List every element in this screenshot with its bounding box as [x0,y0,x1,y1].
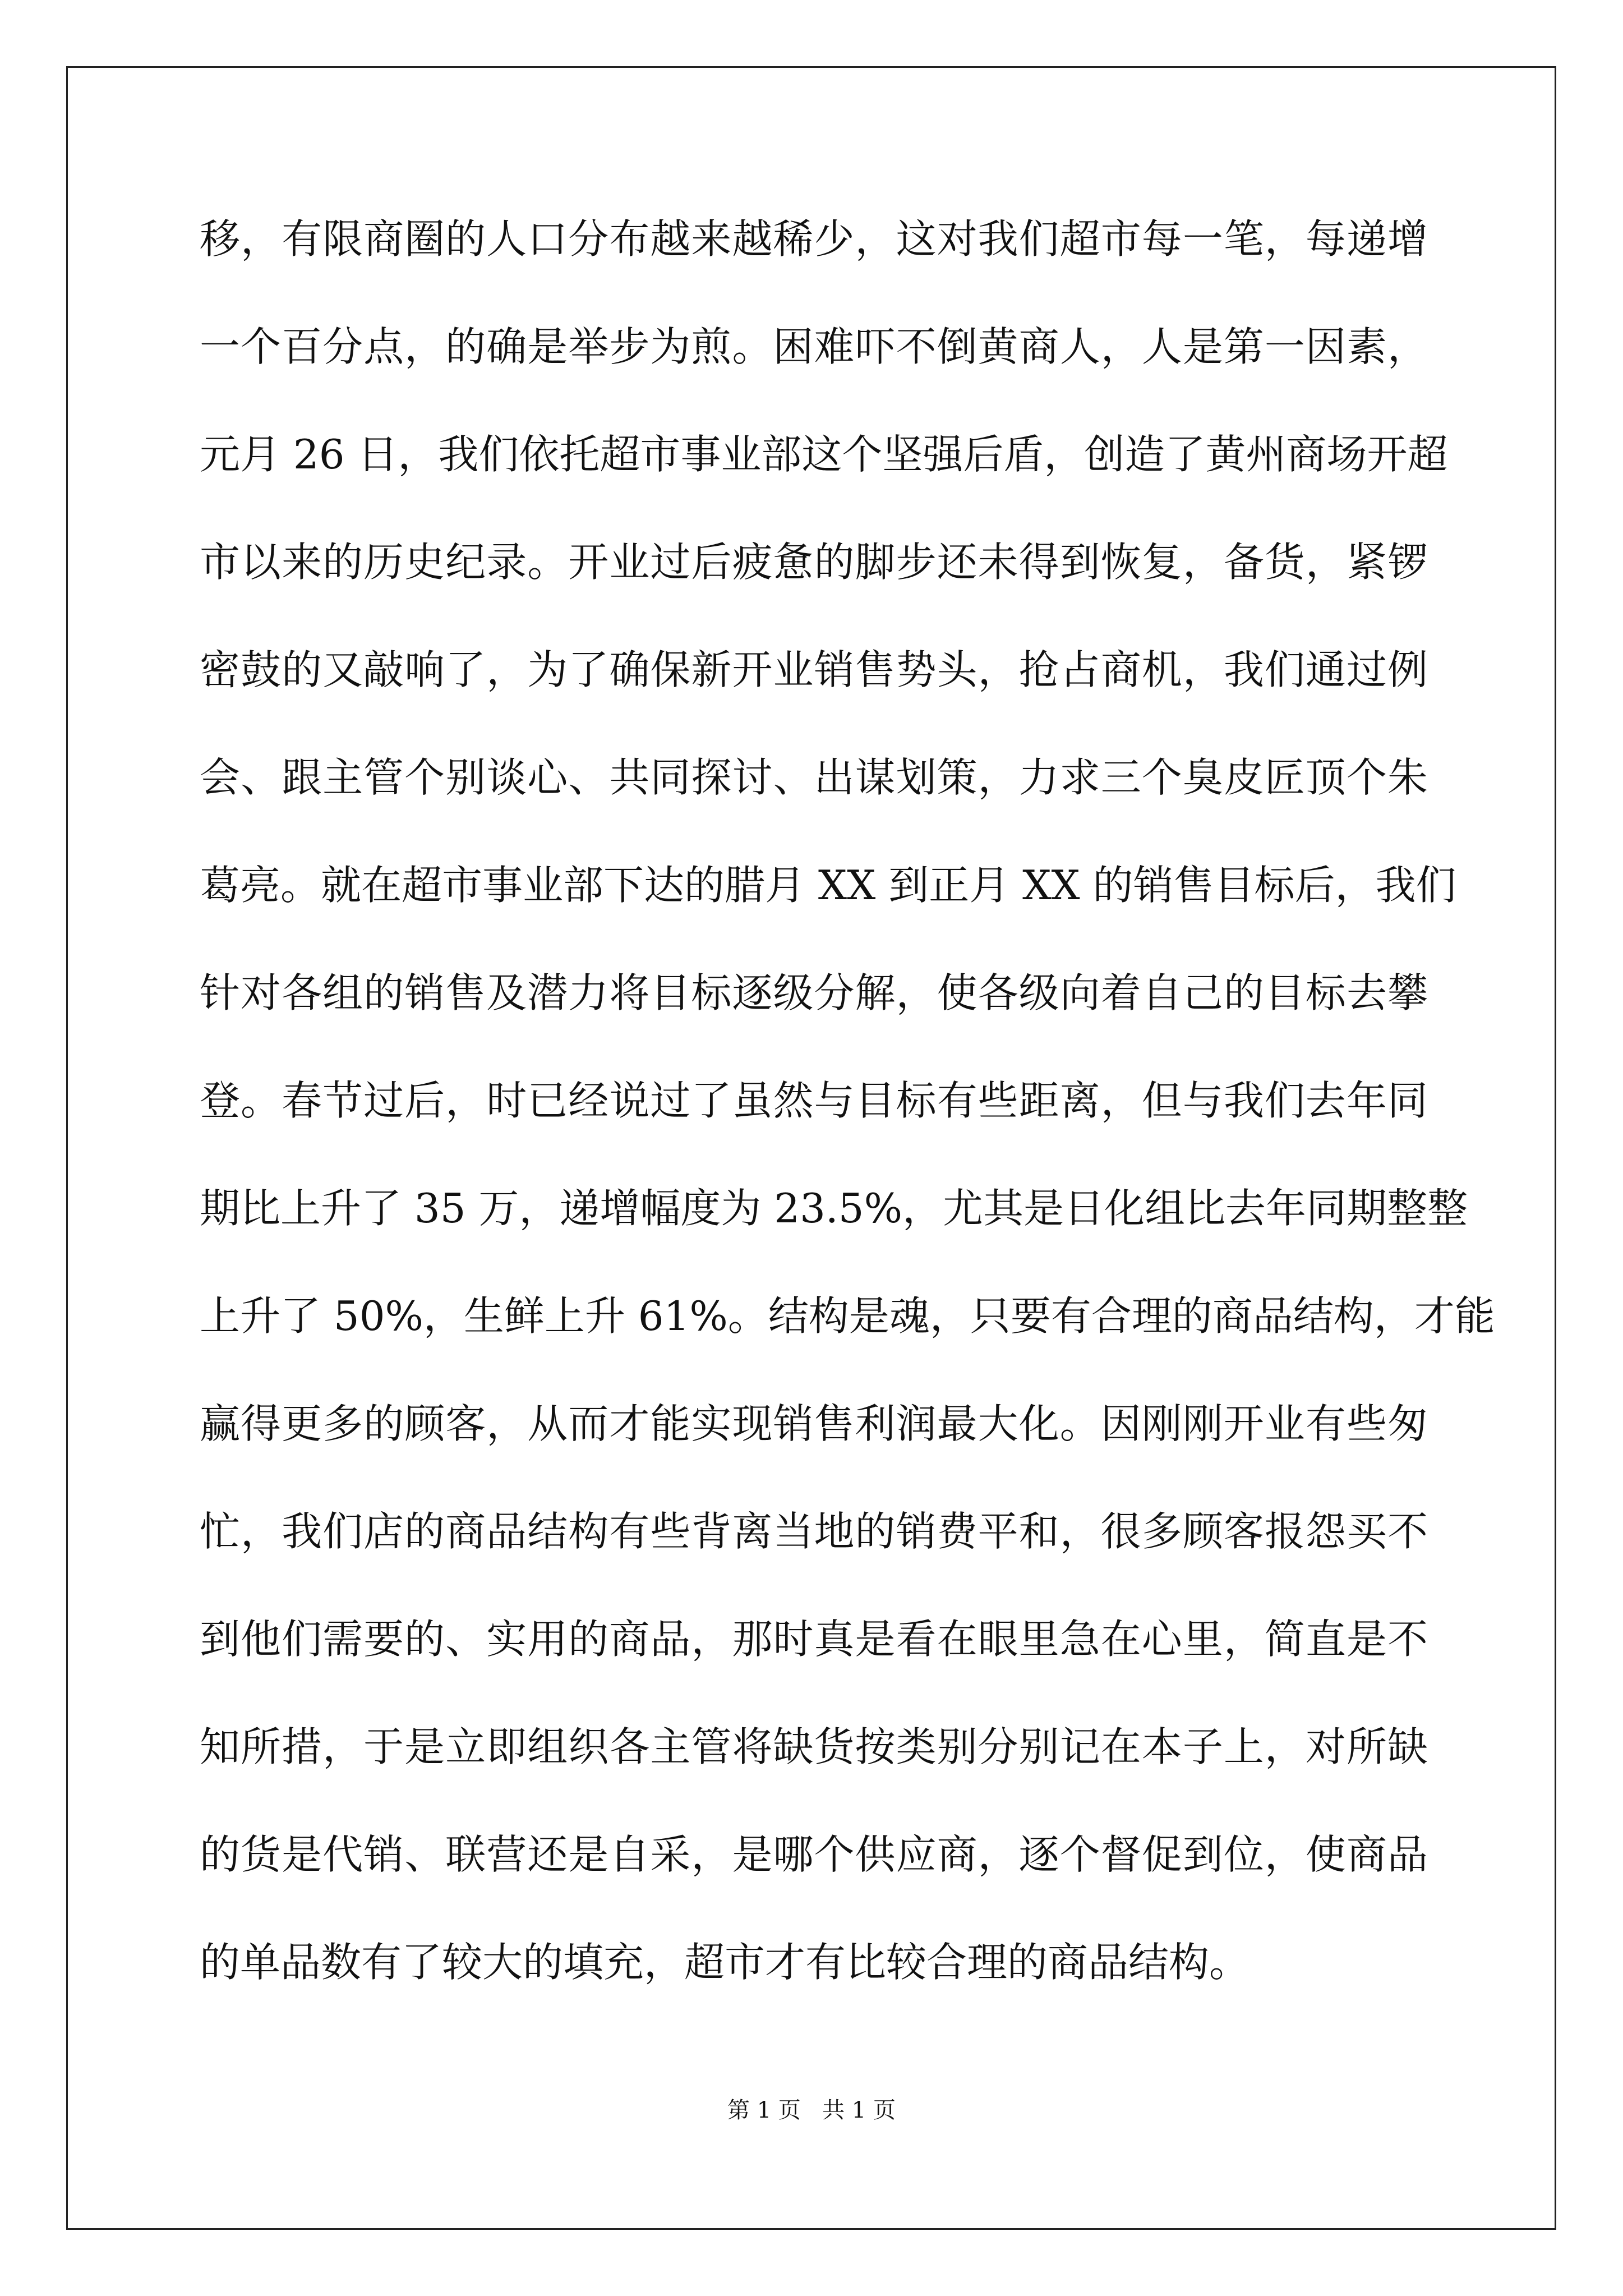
body-line-2: 一个百分点，的确是举步为煎。困难吓不倒黄商人，人是第一因素， [200,323,1428,370]
body-line-17: 的单品数有了较大的填充，超市才有比较合理的商品结构。 [200,1939,1250,1986]
body-line-12: 赢得更多的顾客，从而才能实现销售利润最大化。因刚刚开业有些匆 [200,1400,1428,1447]
body-line-7: 葛亮。就在超市事业部下达的腊月 XX 到正月 XX 的销售目标后，我们 [200,862,1456,909]
body-line-9: 登。春节过后，时已经说过了虽然与目标有些距离，但与我们去年同 [200,1077,1428,1124]
body-line-13: 忙，我们店的商品结构有些背离当地的销费平和，很多顾客报怨买不 [200,1508,1428,1555]
body-line-14: 到他们需要的、实用的商品，那时真是看在眼里急在心里，简直是不 [200,1616,1428,1663]
body-line-1: 移，有限商圈的人口分布越来越稀少，这对我们超市每一笔，每递增 [200,215,1428,263]
body-line-11: 上升了 50%，生鲜上升 61%。结构是魂，只要有合理的商品结构，才能 [200,1292,1495,1340]
body-line-5: 密鼓的又敲响了，为了确保新开业销售势头，抢占商机，我们通过例 [200,646,1428,693]
body-line-16: 的货是代销、联营还是自采，是哪个供应商，逐个督促到位，使商品 [200,1831,1428,1878]
body-line-10: 期比上升了 35 万，递增幅度为 23.5%，尤其是日化组比去年同期整整 [200,1185,1468,1232]
page-footer: 第 1 页 共 1 页 [727,2097,896,2123]
body-line-6: 会、跟主管个别谈心、共同探讨、出谋划策，力求三个臭皮匠顶个朱 [200,754,1428,801]
body-line-3: 元月 26 日，我们依托超市事业部这个坚强后盾，创造了黄州商场开超 [200,431,1448,478]
document-body [200,215,1495,2050]
body-line-4: 市以来的历史纪录。开业过后疲惫的脚步还未得到恢复，备货，紧锣 [200,539,1428,586]
body-line-8: 针对各组的销售及潜力将目标逐级分解，使各级向着自己的目标去攀 [200,969,1428,1016]
body-line-15: 知所措，于是立即组织各主管将缺货按类别分别记在本子上，对所缺 [200,1723,1428,1770]
